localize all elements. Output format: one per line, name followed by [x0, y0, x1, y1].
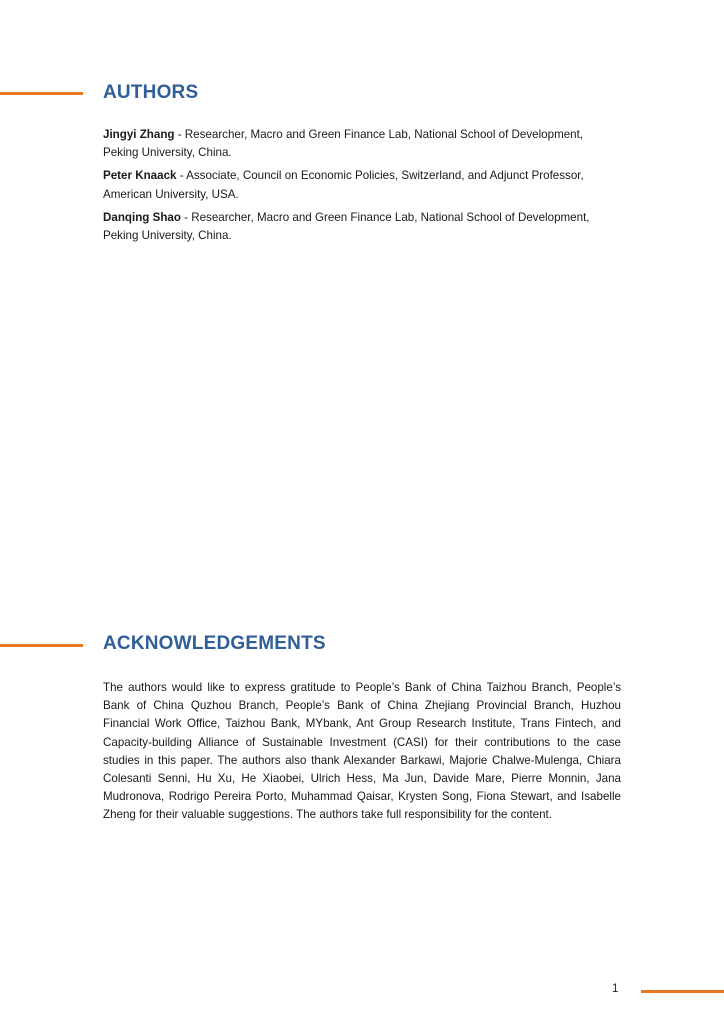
author-entry-shao: [103, 209, 621, 245]
acknowledgements-body: The authors would like to express gratitude to People’s Bank of China Taizhou Branch, People’s Bank of China Quzhou Branch, People’s Bank of China Zhejiang Provincial Branch, Huzhou Financial Work Office, Taizhou Bank, MYbank, Ant Group Research Institute, Trans Fintech, and Capacity-building Alliance of Sustainable Investment (CASI) for their contributions to the case studies in this paper. The authors also thank Alexander Barkawi, Majorie Chalwe-Mulenga, Chiara Colesanti Senni, Hu Xu, He Xiaobei, Ulrich Hess, Ma Jun, Davide Mare, Pierre Monnin, Jana Mudronova, Rodrigo Pereira Porto, Muhammad Qaisar, Krysten Song, Fiona Stewart, and Isabelle Zheng for their valuable suggestions. The authors take full responsibility for the content.: [103, 681, 621, 822]
acknowledgements-heading: ACKNOWLEDGEMENTS: [103, 633, 326, 654]
author-description: - Researcher, Macro and Green Finance Lab, National School of Development, Peking University, China.: [103, 210, 590, 243]
authors-accent-line: [0, 92, 83, 95]
author-description: - Researcher, Macro and Green Finance Lab, National School of Development, Peking University, China.: [103, 128, 584, 160]
footer-accent-line: [641, 990, 724, 993]
authors-list: [103, 126, 621, 250]
authors-heading: AUTHORS: [103, 82, 199, 103]
author-name: Danqing Shao: [103, 210, 181, 224]
acknowledgements-accent-line: [0, 644, 83, 647]
author-description: - Associate, Council on Economic Policies, Switzerland, and Adjunct Professor, American University, USA.: [103, 169, 584, 201]
author-name: Jingyi Zhang: [103, 128, 175, 141]
page-number: 1: [612, 983, 619, 995]
author-name: Peter Knaack: [103, 169, 177, 183]
author-entry-zhang: [103, 126, 621, 162]
author-entry-knaack: [103, 167, 621, 203]
